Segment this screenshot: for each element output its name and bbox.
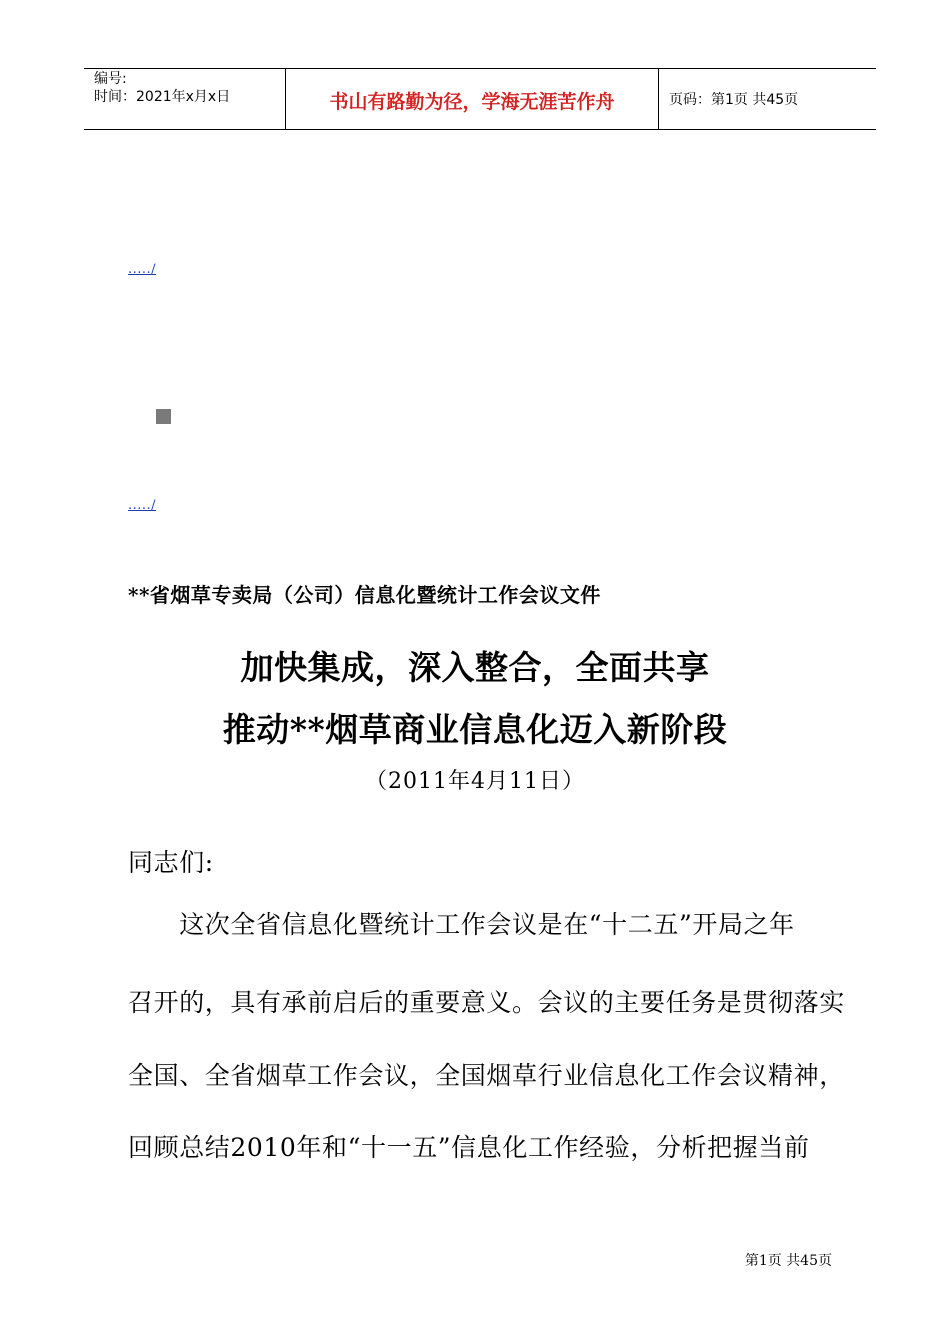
square-bullet-icon bbox=[156, 409, 171, 424]
header-page-info: 页码：第1页 共45页 bbox=[669, 92, 799, 108]
link-first[interactable]: ...../ bbox=[128, 262, 157, 277]
paragraph-line: 全国、全省烟草工作会议，全国烟草行业信息化工作会议精神， bbox=[128, 1061, 845, 1090]
motto-text: 书山有路勤为径，学海无涯苦作舟 bbox=[329, 90, 615, 113]
time-label: 时间：2021年x月x日 bbox=[94, 89, 231, 105]
document-subtitle: **省烟草专卖局（公司）信息化暨统计工作会议文件 bbox=[128, 583, 601, 607]
document-title-line1: 加快集成，深入整合，全面共享 bbox=[240, 648, 710, 687]
number-label: 编号: bbox=[94, 71, 127, 87]
paragraph-line: 召开的，具有承前启后的重要意义。会议的主要任务是贯彻落实 bbox=[128, 988, 845, 1017]
header-page-cell bbox=[659, 69, 876, 129]
header-motto-cell bbox=[285, 69, 659, 129]
document-date: （2011年4月11日） bbox=[365, 769, 585, 794]
paragraph-line: 这次全省信息化暨统计工作会议是在“十二五”开局之年 bbox=[128, 910, 795, 939]
greeting: 同志们: bbox=[128, 848, 214, 877]
paragraph-line: 回顾总结2010年和“十一五”信息化工作经验，分析把握当前 bbox=[128, 1133, 810, 1162]
link-second[interactable]: ...../ bbox=[128, 498, 157, 513]
document-title-line2: 推动**烟草商业信息化迈入新阶段 bbox=[222, 710, 728, 749]
header-meta-cell bbox=[84, 69, 285, 129]
page-header bbox=[84, 68, 876, 130]
footer-page-info: 第1页 共45页 bbox=[744, 1253, 832, 1269]
